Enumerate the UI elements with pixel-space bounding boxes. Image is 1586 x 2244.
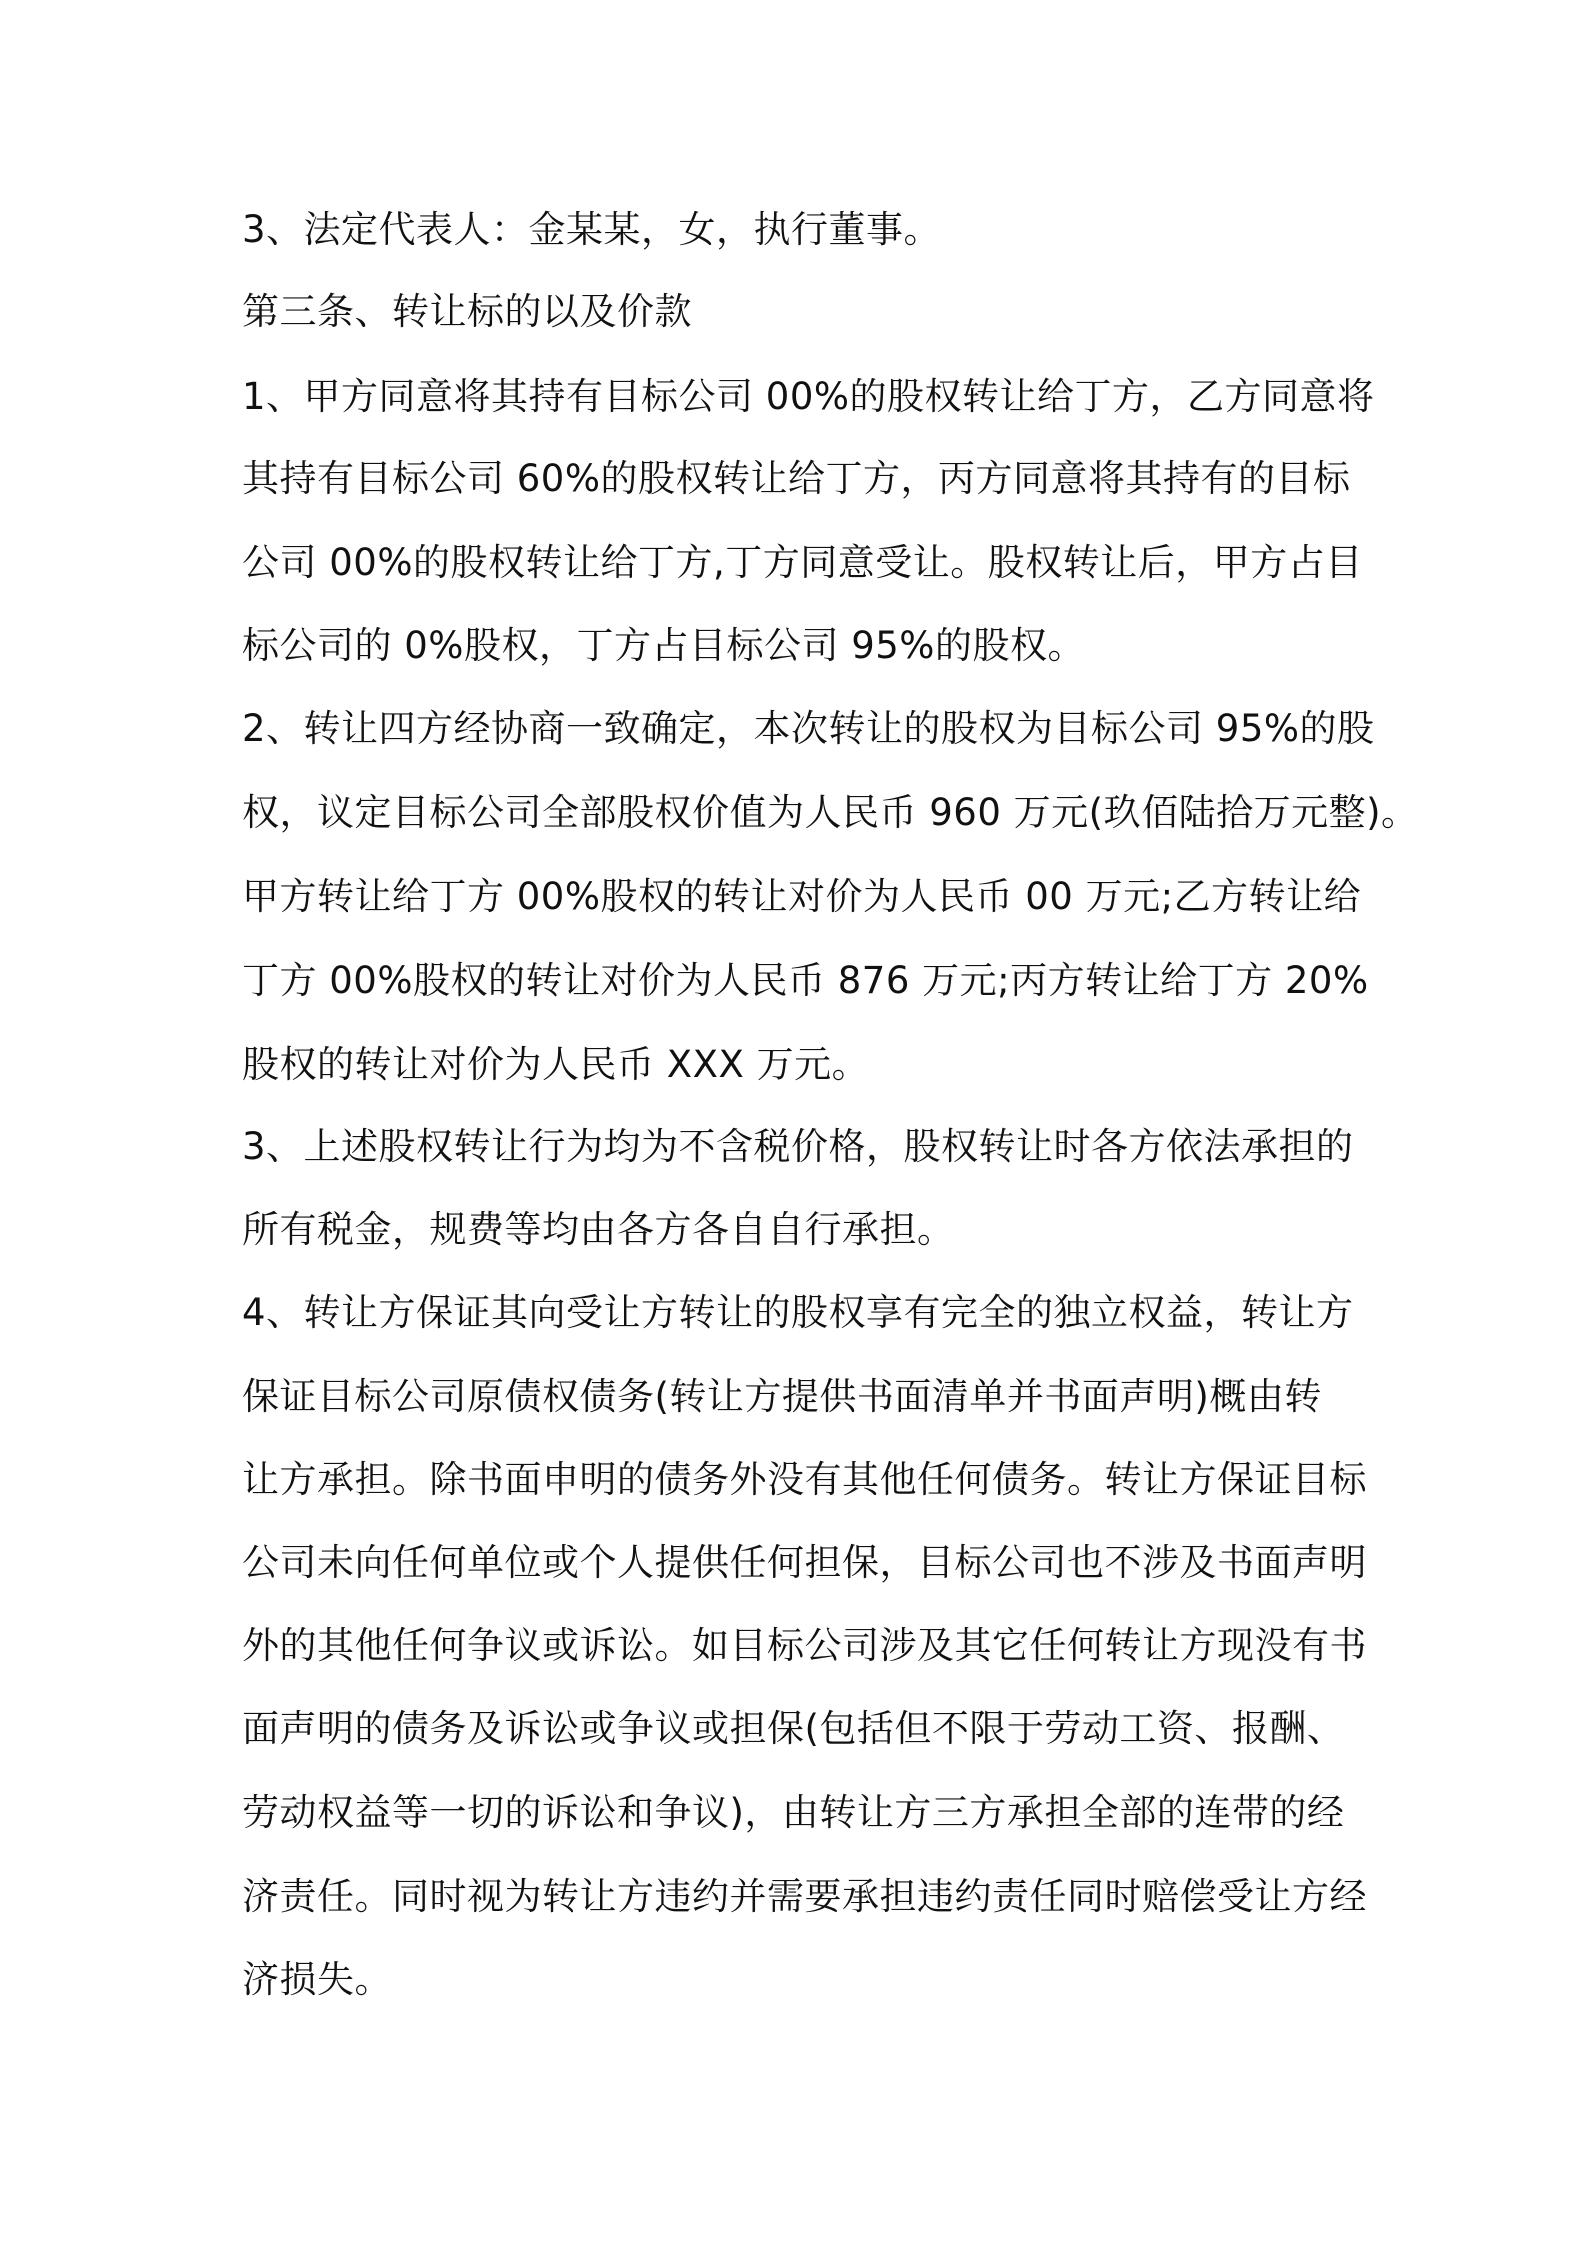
text-line: 3、上述股权转让行为均为不含税价格，股权转让时各方依法承担的 [242, 1125, 1354, 1168]
text-line: 面声明的债务及诉讼或争议或担保(包括但不限于劳动工资、报酬、 [242, 1707, 1345, 1750]
text-line: 股权的转让对价为人民币 XXX 万元。 [242, 1043, 870, 1086]
text-line: 济责任。同时视为转让方违约并需要承担违约责任同时赔偿受让方经 [242, 1875, 1367, 1918]
text-line: 让方承担。除书面申明的债务外没有其他任何债务。转让方保证目标 [242, 1458, 1367, 1501]
text-line: 外的其他任何争议或诉讼。如目标公司涉及其它任何转让方现没有书 [242, 1624, 1367, 1667]
text-line: 权，议定目标公司全部股权价值为人民币 960 万元(玖佰陆拾万元整)。 [242, 791, 1419, 834]
text-line: 1、甲方同意将其持有目标公司 00%的股权转让给丁方，乙方同意将 [242, 375, 1375, 418]
text-line: 公司未向任何单位或个人提供任何担保，目标公司也不涉及书面声明 [242, 1541, 1367, 1584]
text-line: 标公司的 0%股权，丁方占目标公司 95%的股权。 [242, 624, 1085, 667]
text-line: 2、转让四方经协商一致确定，本次转让的股权为目标公司 95%的股 [242, 707, 1375, 750]
section-heading: 第三条、转让标的以及价款 [242, 290, 692, 333]
text-line: 所有税金，规费等均由各方各自自行承担。 [242, 1208, 955, 1251]
text-line: 劳动权益等一切的诉讼和争议)，由转让方三方承担全部的连带的经 [242, 1791, 1345, 1834]
text-line: 公司 00%的股权转让给丁方,丁方同意受让。股权转让后，甲方占目 [242, 541, 1363, 584]
text-line: 3、法定代表人：金某某，女，执行董事。 [242, 208, 942, 251]
text-line: 济损失。 [242, 1958, 392, 2001]
text-line: 甲方转让给丁方 00%股权的转让对价为人民币 00 万元;乙方转让给 [242, 875, 1362, 918]
text-line: 保证目标公司原债权债务(转让方提供书面清单并书面声明)概由转 [242, 1375, 1322, 1418]
text-line: 其持有目标公司 60%的股权转让给丁方，丙方同意将其持有的目标 [242, 457, 1351, 500]
text-line: 4、转让方保证其向受让方转让的股权享有完全的独立权益，转让方 [242, 1291, 1354, 1334]
text-line: 丁方 00%股权的转让对价为人民币 876 万元;丙方转让给丁方 20% [242, 959, 1369, 1002]
